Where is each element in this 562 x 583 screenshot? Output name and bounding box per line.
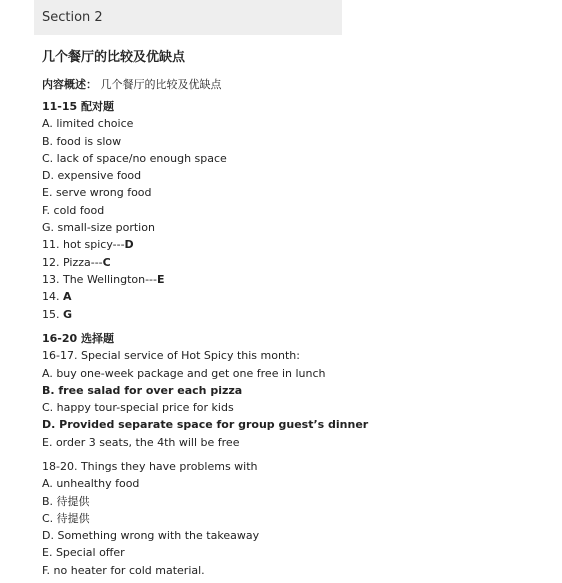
option-line: D. Something wrong with the takeaway <box>42 529 260 543</box>
option-line: D. expensive food <box>42 169 142 183</box>
question-line: 18-20. Things they have problems with <box>42 460 258 473</box>
option-line: C. happy tour-special price for kids <box>42 401 234 415</box>
answer-question: 13. The Wellington--- <box>42 272 157 286</box>
page-title: 几个餐厅的比较及优缺点 <box>42 50 186 65</box>
answer-line <box>42 306 227 323</box>
answer-letter: G <box>63 307 73 321</box>
summary-text: 几个餐厅的比较及优缺点 <box>100 78 222 91</box>
option-line: E. order 3 seats, the 4th will be free <box>42 435 240 449</box>
answer-letter: A <box>63 290 72 304</box>
option-line: E. Special offer <box>42 546 125 560</box>
option-line: B. 待提供 <box>42 494 90 508</box>
matching-section <box>42 98 227 323</box>
option-line: E. serve wrong food <box>42 186 152 200</box>
question-line: 16-17. Special service of Hot Spicy this month: <box>42 349 300 363</box>
option-line: C. lack of space/no enough space <box>42 151 227 165</box>
summary <box>42 76 222 92</box>
answer-letter: C <box>102 255 111 269</box>
option-line: A. unhealthy food <box>42 477 140 491</box>
answer-question: 14. <box>42 290 63 304</box>
answer-letter: E <box>157 272 165 286</box>
option-line: B. free salad for over each pizza <box>42 383 243 397</box>
option-line: F. cold food <box>42 203 105 217</box>
section-label: Section 2 <box>42 10 103 25</box>
answer-question: 12. Pizza--- <box>42 255 103 269</box>
answer-line <box>42 254 227 271</box>
summary-label: 内容概述： <box>42 78 97 91</box>
option-line: F. no heater for cold material. <box>42 563 205 577</box>
section-header <box>34 0 342 35</box>
document <box>34 0 534 577</box>
problems-section <box>42 458 259 579</box>
answer-question: 11. hot spicy--- <box>42 238 125 252</box>
option-line: B. food is slow <box>42 134 122 148</box>
answer-line <box>42 236 227 253</box>
matching-heading: 11-15 配对题 <box>42 100 115 113</box>
choice-section <box>42 330 368 451</box>
answer-question: 15. <box>42 307 63 321</box>
option-line: A. buy one-week package and get one free in lunch <box>42 366 326 380</box>
option-line: A. limited choice <box>42 117 134 131</box>
option-line: C. 待提供 <box>42 511 90 525</box>
choice-heading: 16-20 选择题 <box>42 332 115 345</box>
answer-line <box>42 288 227 305</box>
answer-letter: D <box>124 238 134 252</box>
answer-line <box>42 271 227 288</box>
option-line: D. Provided separate space for group guest’s dinner <box>42 418 369 432</box>
option-line: G. small-size portion <box>42 221 155 235</box>
